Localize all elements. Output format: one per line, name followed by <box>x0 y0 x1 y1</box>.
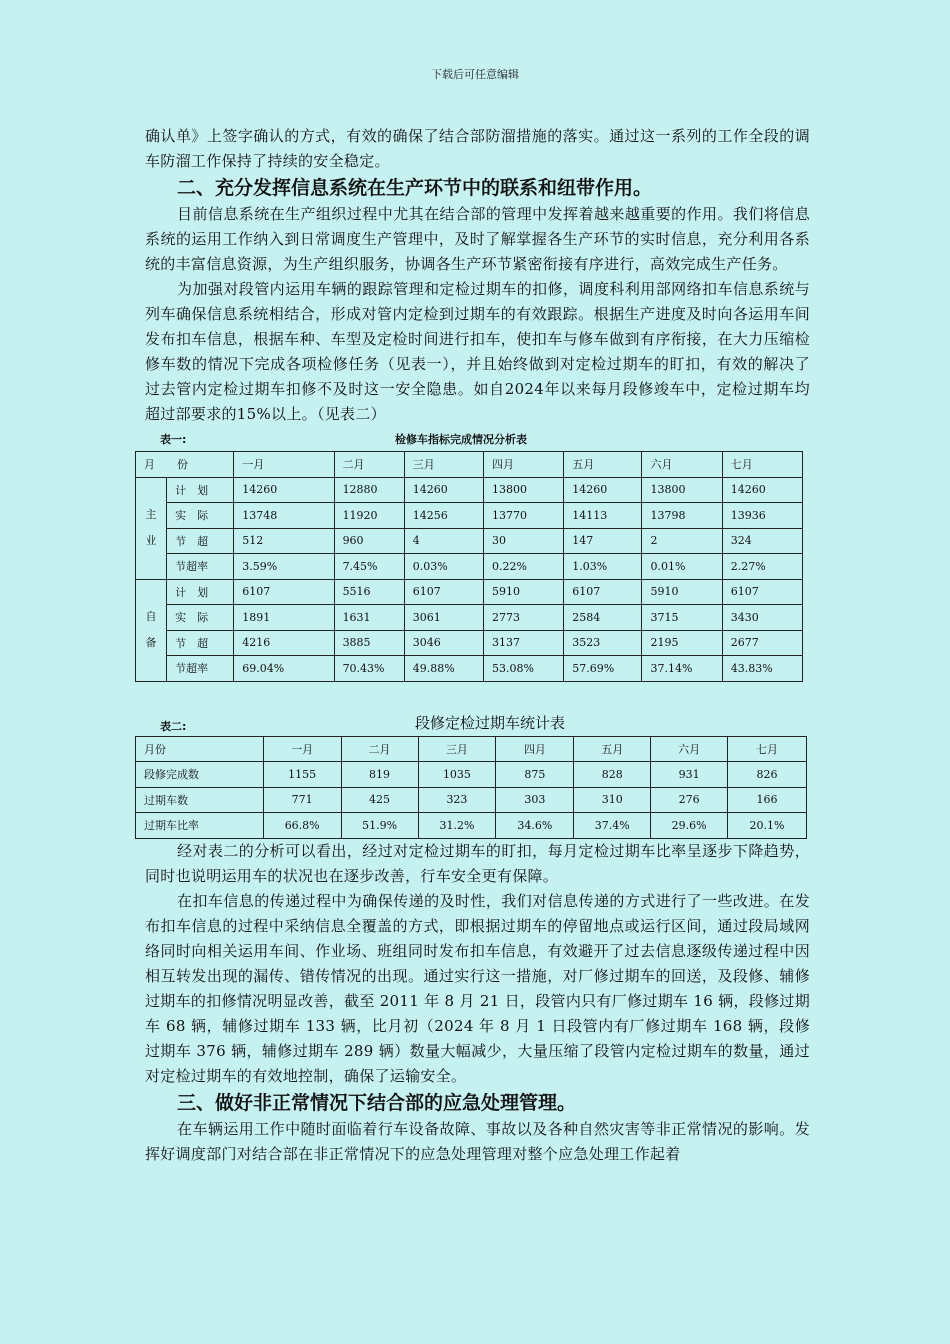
table1-cell: 1.03% <box>564 554 642 580</box>
table2-cell: 166 <box>728 787 807 813</box>
table1-cell: 14260 <box>722 477 802 503</box>
table1-header-cell: 七月 <box>722 452 802 478</box>
table2-header-row <box>136 736 807 762</box>
table2-header-cell: 四月 <box>496 736 574 762</box>
table1-cell: 43.83% <box>722 656 802 682</box>
table1-cell: 3061 <box>404 605 483 631</box>
table1-cell: 0.22% <box>484 554 564 580</box>
table2-cell: 29.6% <box>651 813 728 839</box>
table1-cell: 5910 <box>484 579 564 605</box>
table1-cell: 69.04% <box>234 656 334 682</box>
table1-cell: 3137 <box>484 630 564 656</box>
table1-row <box>136 503 803 529</box>
table1-cell: 3.59% <box>234 554 334 580</box>
table1-cell: 2584 <box>564 605 642 631</box>
table2-header-cell: 月份 <box>136 736 264 762</box>
table1-row-label: 节 超 <box>167 630 234 656</box>
table1-cell: 13798 <box>642 503 722 529</box>
table1-cell: 0.01% <box>642 554 722 580</box>
table2-cell: 875 <box>496 762 574 788</box>
table2-cell: 37.4% <box>574 813 651 839</box>
table1-cell: 11920 <box>334 503 404 529</box>
table1-label: 表一: <box>160 433 187 446</box>
table1-row-label: 计 划 <box>167 477 234 503</box>
table1-cell: 2677 <box>722 630 802 656</box>
table1-row-label: 实 际 <box>167 605 234 631</box>
table1-row <box>136 477 803 503</box>
document-body <box>145 124 810 1167</box>
table2-cell: 31.2% <box>418 813 496 839</box>
table1-cell: 14113 <box>564 503 642 529</box>
section-heading-2: 二、充分发挥信息系统在生产环节中的联系和纽带作用。 <box>177 177 653 199</box>
table1-cell: 3430 <box>722 605 802 631</box>
table1-cell: 7.45% <box>334 554 404 580</box>
table1-cell: 53.08% <box>484 656 564 682</box>
paragraph-3: 经对表二的分析可以看出，经过对定检过期车的盯扣，每月定检过期车比率呈逐步下降趋势，同时也说明运用车的状况也在逐步改善，行车安全更有保障。 <box>145 841 810 885</box>
table1-row-label: 计 划 <box>167 579 234 605</box>
table1-cell: 13748 <box>234 503 334 529</box>
table2-label: 表二: <box>160 719 187 733</box>
table2-header-cell: 七月 <box>728 736 807 762</box>
page-header: 下载后可任意编辑 <box>431 68 519 81</box>
table1-repair-indicators <box>135 451 803 682</box>
table1-cell: 70.43% <box>334 656 404 682</box>
table2-row-label: 过期车数 <box>136 787 264 813</box>
table1-cell: 1631 <box>334 605 404 631</box>
table1-row <box>136 528 803 554</box>
table1-cell: 13800 <box>484 477 564 503</box>
table2-cell: 20.1% <box>728 813 807 839</box>
table1-cell: 37.14% <box>642 656 722 682</box>
table2-cell: 276 <box>651 787 728 813</box>
table2-cell: 828 <box>574 762 651 788</box>
table1-row-label: 节超率 <box>167 656 234 682</box>
table1-cell: 6107 <box>564 579 642 605</box>
table2-header-cell: 二月 <box>341 736 418 762</box>
table2-caption <box>145 712 810 736</box>
table2-header-cell: 一月 <box>263 736 341 762</box>
table2-row-label: 过期车比率 <box>136 813 264 839</box>
table2-cell: 323 <box>418 787 496 813</box>
table1-row <box>136 605 803 631</box>
table1-cell: 3715 <box>642 605 722 631</box>
table1-cell: 49.88% <box>404 656 483 682</box>
table1-caption <box>145 427 810 451</box>
table1-header-cell: 三月 <box>404 452 483 478</box>
table2-cell: 51.9% <box>341 813 418 839</box>
paragraph-2b: 为加强对段管内运用车辆的跟踪管理和定检过期车的扣修，调度科利用部网络扣车信息系统与列车确保信息系统相结合，形成对管内定检到过期车的有效跟踪。根据生产进度及时向各运用车间发布扣车信息，根据车种、车型及定检时间进行扣车，使扣车与修车做到有序衔接，在大力压缩检修车数的情况下完成各项检修任务（见表一），并且始终做到对定检过期车的盯扣，有效的解决了过去管内定检过期车扣修不及时这一安全隐患。如自2024年以来每月段修竣车中，定检过期车均超过部要求的15%以上。（见表二） <box>145 280 810 423</box>
table2-header-cell: 三月 <box>418 736 496 762</box>
table1-cell: 3885 <box>334 630 404 656</box>
table1-cell: 5516 <box>334 579 404 605</box>
table1-header-cell: 月 份 <box>136 452 234 478</box>
table1-cell: 12880 <box>334 477 404 503</box>
table1-header-cell: 六月 <box>642 452 722 478</box>
table2-cell: 771 <box>263 787 341 813</box>
table1-row-label: 实 际 <box>167 503 234 529</box>
table2-row <box>136 787 807 813</box>
table1-cell: 512 <box>234 528 334 554</box>
table1-cell: 13936 <box>722 503 802 529</box>
table2-cell: 1035 <box>418 762 496 788</box>
table2-overdue-stats <box>135 736 807 839</box>
table2-cell: 1155 <box>263 762 341 788</box>
table2-cell: 310 <box>574 787 651 813</box>
table1-cell: 14260 <box>404 477 483 503</box>
section-heading-3: 三、做好非正常情况下结合部的应急处理管理。 <box>177 1091 577 1114</box>
table1-cell: 14256 <box>404 503 483 529</box>
table1-row-label: 节超率 <box>167 554 234 580</box>
table1-cell: 6107 <box>722 579 802 605</box>
paragraph-2a: 目前信息系统在生产组织过程中尤其在结合部的管理中发挥着越来越重要的作用。我们将信息系统的运用工作纳入到日常调度生产管理中，及时了解掌握各生产环节的实时信息，充分利用各系统的丰富信息资源，为生产组织服务，协调各生产环节紧密衔接有序进行，高效完成生产任务。 <box>145 205 810 273</box>
table1-cell: 6107 <box>404 579 483 605</box>
table1-cell: 2 <box>642 528 722 554</box>
paragraph-4: 在扣车信息的传递过程中为确保传递的及时性，我们对信息传递的方式进行了一些改进。在发布扣车信息的过程中采纳信息全覆盖的方式，即根据过期车的停留地点或运行区间，通过段局域网络同时向相关运用车间、作业场、班组同时发布扣车信息，有效避开了过去信息逐级传递过程中因相互转发出现的漏传、错传情况的出现。通过实行这一措施，对厂修过期车的回送，及段修、辅修过期车的扣修情况明显改善，截至 2011 年 8 月 21 日，段管内只有厂修过期车 16 辆，段修过期车 68 辆，辅修过期车 133 辆，比月初（2024 年 8 月 1 日段管内有厂修过期车 168 辆，段修过期车 376 辆，辅修过期车 289 辆）数量大幅减少，大量压缩了段管内定检过期车的数量，通过对定检过期车的有效地控制，确保了运输安全。 <box>145 891 810 1085</box>
table1-cell: 4 <box>404 528 483 554</box>
table1-cell: 324 <box>722 528 802 554</box>
table1-cell: 960 <box>334 528 404 554</box>
paragraph-intro: 确认单》上签字确认的方式，有效的确保了结合部防溜措施的落实。通过这一系列的工作全段的调车防溜工作保持了持续的安全稳定。 <box>145 127 810 170</box>
table1-row <box>136 656 803 682</box>
table1-row <box>136 630 803 656</box>
paragraph-5: 在车辆运用工作中随时面临着行车设备故障、事故以及各种自然灾害等非正常情况的影响。发挥好调度部门对结合部在非正常情况下的应急处理管理对整个应急处理工作起着 <box>145 1119 810 1163</box>
table1-row-label: 节 超 <box>167 528 234 554</box>
table1-header-cell: 一月 <box>234 452 334 478</box>
table1-row <box>136 579 803 605</box>
table2-row-label: 段修完成数 <box>136 762 264 788</box>
table2-title: 段修定检过期车统计表 <box>415 713 566 732</box>
table2-header-cell: 五月 <box>574 736 651 762</box>
table1-header-cell: 四月 <box>484 452 564 478</box>
table1-cell: 147 <box>564 528 642 554</box>
table1-cell: 4216 <box>234 630 334 656</box>
table1-cell: 1891 <box>234 605 334 631</box>
table1-header-cell: 二月 <box>334 452 404 478</box>
table1-cell: 14260 <box>564 477 642 503</box>
table1-cell: 3523 <box>564 630 642 656</box>
table1-cell: 13800 <box>642 477 722 503</box>
table1-cell: 3046 <box>404 630 483 656</box>
table1-cell: 30 <box>484 528 564 554</box>
table2-cell: 34.6% <box>496 813 574 839</box>
table1-section-cell: 自 备 <box>136 579 167 681</box>
table2-row <box>136 813 807 839</box>
table2-cell: 931 <box>651 762 728 788</box>
table1-header-row <box>136 452 803 478</box>
table1-cell: 2.27% <box>722 554 802 580</box>
table1-cell: 6107 <box>234 579 334 605</box>
table1-cell: 14260 <box>234 477 334 503</box>
table2-header-cell: 六月 <box>651 736 728 762</box>
table1-header-cell: 五月 <box>564 452 642 478</box>
table1-cell: 2195 <box>642 630 722 656</box>
table2-cell: 66.8% <box>263 813 341 839</box>
table1-cell: 57.69% <box>564 656 642 682</box>
table1-section-cell: 主 业 <box>136 477 167 579</box>
table2-cell: 303 <box>496 787 574 813</box>
table2-cell: 826 <box>728 762 807 788</box>
table1-cell: 0.03% <box>404 554 483 580</box>
table1-cell: 2773 <box>484 605 564 631</box>
table1-row <box>136 554 803 580</box>
table1-title: 检修车指标完成情况分析表 <box>395 433 527 446</box>
table1-cell: 13770 <box>484 503 564 529</box>
table2-row <box>136 762 807 788</box>
table2-cell: 425 <box>341 787 418 813</box>
table1-cell: 5910 <box>642 579 722 605</box>
table2-cell: 819 <box>341 762 418 788</box>
